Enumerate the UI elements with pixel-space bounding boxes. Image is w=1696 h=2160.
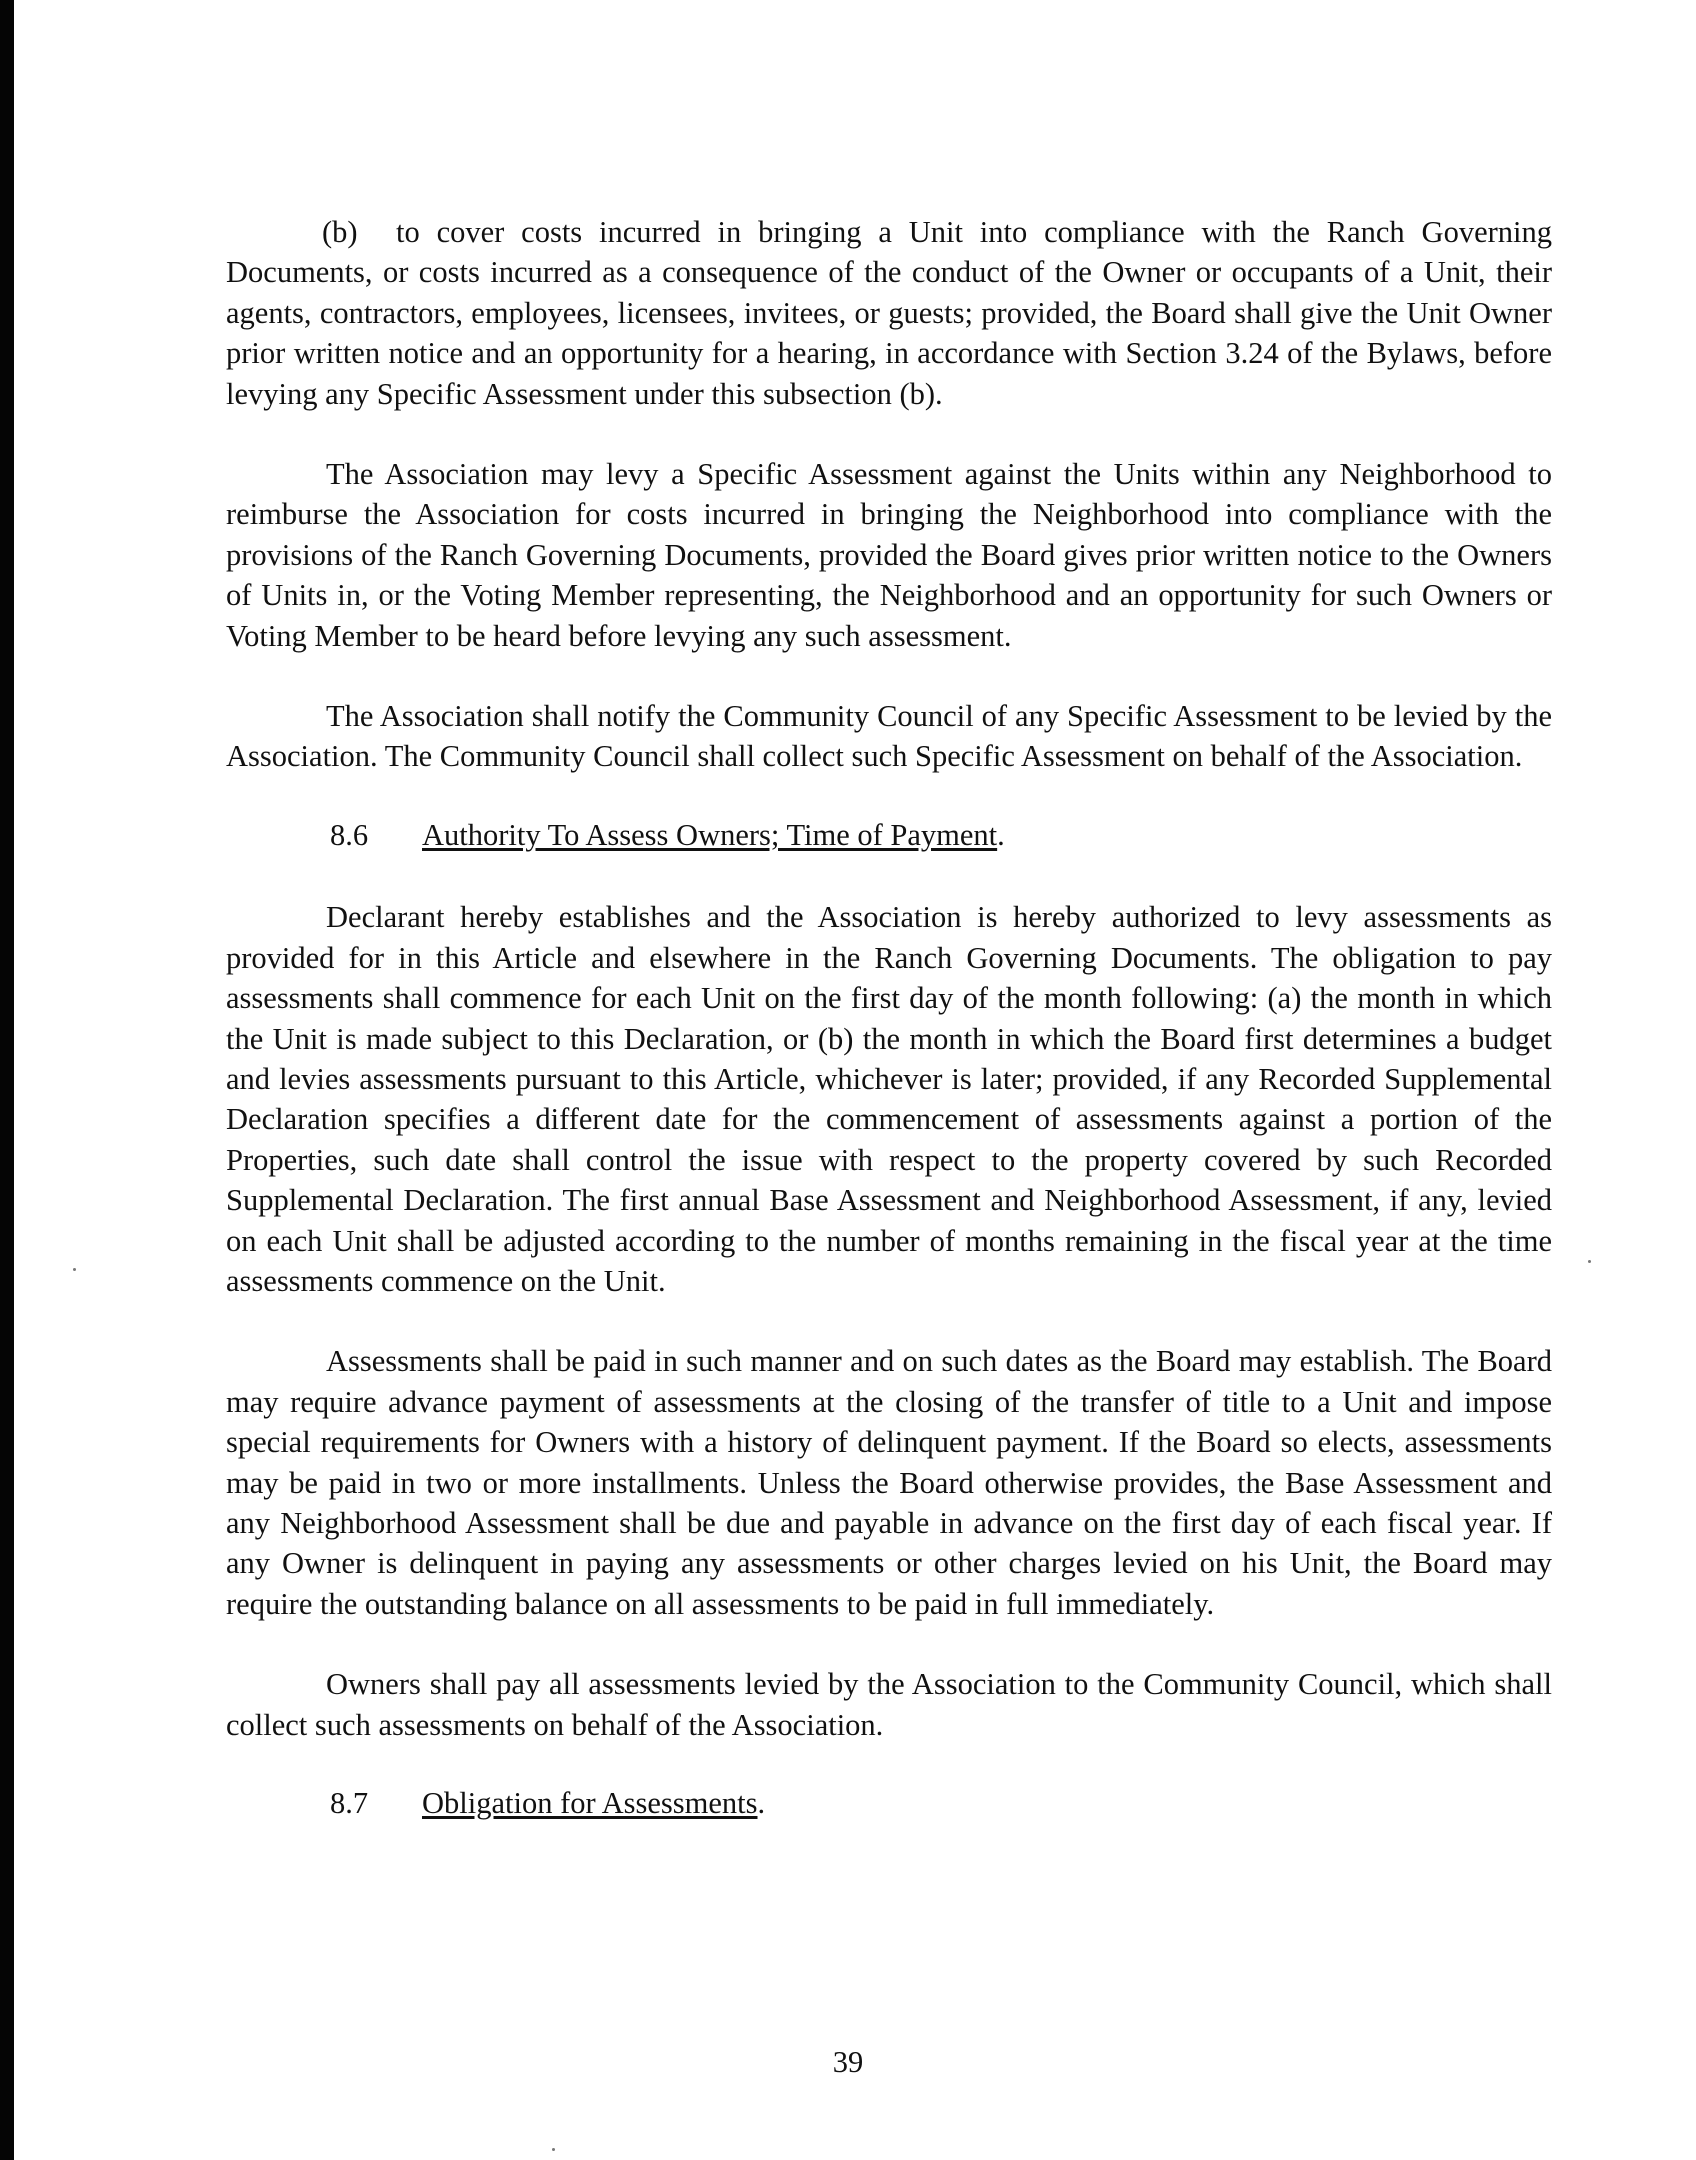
paragraph-owners-pay: Owners shall pay all assessments levied by the Association to the Community Council, which shall collect such assessments on behalf of the Association. [226, 1667, 1552, 1742]
section-number: 8.7 [330, 1786, 369, 1820]
page-number: 39 [832, 2045, 864, 2079]
document-page [226, 212, 1552, 1823]
paragraph-community-council: The Association shall notify the Community Council of any Specific Assessment to be levied by the Association. The Community Council shall collect such Specific Assessment on behalf of the Association. [226, 699, 1552, 774]
section-heading-8-6: 8.6 Authority To Assess Owners; Time of Payment. [226, 815, 1552, 855]
subsection-b-text: to cover costs incurred in bringing a Unit into compliance with the Ranch Governing Documents, or costs incurred as a consequence of the conduct of the Owner or occupants of a Unit, their agents, contractors, employees, licensees, invitees, or guests; provided, the Board shall give the Unit Owner prior written notice and an opportunity for a hearing, in accordance with Section 3.24 of the Bylaws, before levying any Specific Assessment under this subsection (b). [226, 215, 1552, 411]
paragraph-neighborhood-assessment: The Association may levy a Specific Assessment against the Units within any Neighborhood to reimburse the Association for costs incurred in bringing the Neighborhood into compliance with the provisions of the Ranch Governing Documents, provided the Board gives prior written notice to the Owners of Units in, or the Voting Member representing, the Neighborhood and an opportunity for such Owners or Voting Member to be heard before levying any such assessment. [226, 457, 1552, 653]
scan-edge [0, 0, 14, 2160]
scan-speck [1588, 1260, 1591, 1263]
paragraph-subsection-b [226, 212, 1552, 414]
scan-speck [73, 1268, 76, 1271]
section-title: Authority To Assess Owners; Time of Payment [422, 817, 998, 852]
section-title: Obligation for Assessments [422, 1786, 758, 1820]
paragraph-payment-terms: Assessments shall be paid in such manner and on such dates as the Board may establish. The Board may require advance payment of assessments at the closing of the transfer of title to a Unit and impose special requirements for Owners with a history of delinquent payment. If the Board so elects, assessments may be paid in two or more installments. Unless the Board otherwise provides, the Base Assessment and any Neighborhood Assessment shall be due and payable in advance on the first day of each fiscal year. If any Owner is delinquent in paying any assessments or other charges levied on his Unit, the Board may require the outstanding balance on all assessments to be paid in full immediately. [226, 1344, 1552, 1621]
paragraph-declarant-authority: Declarant hereby establishes and the Association is hereby authorized to levy assessments as provided for in this Article and elsewhere in the Ranch Governing Documents. The obligation to pay assessments shall commence for each Unit on the first day of the month following: (a) the month in which the Unit is made subject to this Declaration, or (b) the month in which the Board first determines a budget and levies assessments pursuant to this Article, whichever is later; provided, if any Recorded Supplemental Declaration specifies a different date for the commencement of assessments against a portion of the Properties, such date shall control the issue with respect to the property covered by such Recorded Supplemental Declaration. The first annual Base Assessment and Neighborhood Assessment, if any, levied on each Unit shall be adjusted according to the number of months remaining in the fiscal year at the time assessments commence on the Unit. [226, 900, 1552, 1298]
section-heading-8-7: 8.7 Obligation for Assessments. [226, 1783, 1552, 1823]
scan-speck [552, 2148, 555, 2151]
subsection-label: (b) [322, 215, 358, 249]
section-number: 8.6 [330, 817, 369, 852]
